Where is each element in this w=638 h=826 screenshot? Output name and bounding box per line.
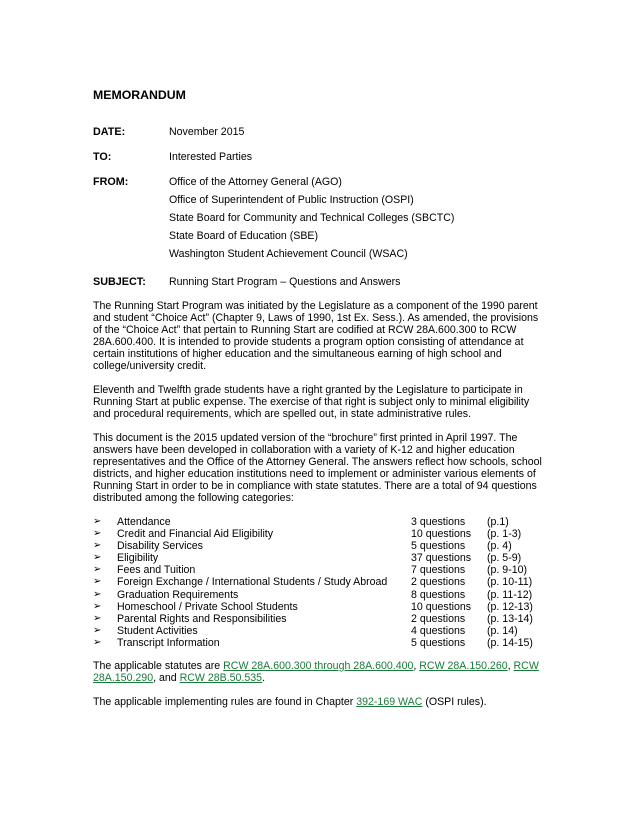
arrow-bullet-icon: ➢ — [93, 588, 102, 600]
topic-count: 3 questions — [411, 516, 466, 528]
date-label: DATE: — [93, 126, 126, 138]
rules-paragraph — [93, 696, 548, 708]
topic-count: 10 questions — [411, 600, 472, 613]
topic-count: 5 questions — [411, 540, 466, 553]
topic-count: 2 questions — [411, 612, 466, 625]
from-label: FROM: — [93, 176, 129, 188]
rules-prefix: The applicable implementing rules are found in Chapter — [93, 696, 357, 708]
topic-page: (p. 9-10) — [487, 564, 528, 577]
to-value: Interested Parties — [169, 151, 253, 163]
topic-page: (p. 10-11) — [487, 576, 533, 589]
arrow-bullet-icon: ➢ — [93, 576, 102, 588]
from-item: State Board for Community and Technical Colleges (SBCTC) — [169, 212, 455, 224]
topic-page: (p. 1-3) — [487, 528, 522, 541]
subject-label: SUBJECT: — [93, 276, 146, 288]
separator: , — [507, 660, 514, 672]
document-paragraph: This document is the 2015 updated version of the “brochure” first printed in April 1997. The answers have been developed in collaboration with a variety of K-12 and higher education representatives and the Office of the Attorney General. The answers reflect how schools, school districts, and higher education institutions need to implement or administer various elements of Running Start in order to be in compliance with state statutes. There are a total of 94 questions distributed among the following categories: — [93, 432, 542, 505]
from-item: Washington Student Achievement Council (WSAC) — [169, 248, 408, 260]
to-label: TO: — [93, 151, 112, 163]
topic-page: (p. 14-15) — [487, 636, 533, 649]
topic-count: 7 questions — [411, 564, 466, 577]
list-item — [93, 528, 548, 540]
list-item — [93, 516, 548, 528]
list-item — [93, 552, 548, 564]
topic-name: Transcript Information — [117, 636, 220, 649]
statute-link-28a-150-260[interactable]: RCW 28A.150.260 — [419, 660, 508, 672]
list-item — [93, 589, 548, 601]
topic-count: 37 questions — [411, 552, 472, 565]
separator: , — [413, 660, 420, 672]
list-item — [93, 564, 548, 576]
statute-link-28b-50-535[interactable]: RCW 28B.50.535 — [179, 672, 263, 685]
arrow-bullet-icon: ➢ — [93, 636, 102, 648]
from-item: Office of Superintendent of Public Instruction (OSPI) — [169, 194, 414, 206]
topic-count: 10 questions — [411, 528, 472, 541]
rights-paragraph: Eleventh and Twelfth grade students have a right granted by the Legislature to participate in Running Start at public expense. The exercise of that right is subject only to minimal eligibility and procedural requirements, which are spelled out, in state administrative rules. — [93, 384, 530, 421]
arrow-bullet-icon: ➢ — [93, 552, 102, 564]
topic-name: Attendance — [117, 516, 171, 528]
arrow-bullet-icon: ➢ — [93, 564, 102, 576]
wac-link[interactable]: 392-169 WAC — [356, 696, 423, 708]
memo-title: MEMORANDUM — [93, 88, 186, 102]
statutes-paragraph — [93, 660, 548, 684]
arrow-bullet-icon: ➢ — [93, 540, 102, 552]
statutes-prefix: The applicable statutes are — [93, 660, 224, 672]
topic-count: 8 questions — [411, 588, 466, 601]
statute-link-28a-150-290[interactable]: RCW 28A.150.290 — [93, 660, 539, 685]
list-item — [93, 613, 548, 625]
topic-count: 5 questions — [411, 636, 466, 649]
list-item — [93, 576, 548, 588]
topic-count: 4 questions — [411, 624, 466, 637]
date-value: November 2015 — [169, 126, 245, 138]
from-item: State Board of Education (SBE) — [169, 230, 318, 242]
arrow-bullet-icon: ➢ — [93, 528, 102, 540]
list-item — [93, 637, 548, 649]
topic-name: Fees and Tuition — [117, 564, 196, 577]
topic-page: (p. 11-12) — [487, 588, 533, 601]
topic-name: Graduation Requirements — [117, 588, 239, 601]
topic-name: Student Activities — [117, 624, 198, 637]
topic-page: (p. 13-14) — [487, 612, 533, 625]
rules-suffix: (OSPI rules). — [422, 696, 487, 708]
arrow-bullet-icon: ➢ — [93, 516, 102, 527]
statutes-suffix: . — [262, 672, 266, 685]
topic-list — [93, 516, 548, 649]
topic-count: 2 questions — [411, 576, 466, 589]
list-item — [93, 601, 548, 613]
topic-name: Foreign Exchange / International Students / Study Abroad — [117, 576, 388, 589]
topic-page: (p.1) — [487, 516, 509, 528]
topic-page: (p. 4) — [487, 540, 512, 553]
subject-value: Running Start Program – Questions and Answers — [169, 276, 401, 288]
arrow-bullet-icon: ➢ — [93, 600, 102, 612]
topic-page: (p. 12-13) — [487, 600, 533, 613]
topic-name: Disability Services — [117, 540, 203, 553]
intro-paragraph: The Running Start Program was initiated by the Legislature as a component of the 1990 parent and student “Choice Act” (Chapter 9, Laws of 1990, 1st Ex. Sess.). As amended, the provisions of the “Choice Act” that pertain to Running Start are codified at RCW 28A.600.300 to RCW 28A.600.400. It is intended to provide students a program option consisting of attendance at certain institutions of higher education and the simultaneous earning of high school and college/university credit. — [93, 300, 539, 373]
separator: , and — [153, 672, 180, 685]
topic-page: (p. 14) — [487, 624, 518, 637]
from-list — [169, 176, 549, 266]
statute-link-28a-600-300[interactable]: RCW 28A.600.300 through 28A.600.400 — [223, 660, 414, 672]
list-item — [93, 625, 548, 637]
topic-name: Homeschool / Private School Students — [117, 600, 298, 613]
topic-name: Eligibility — [117, 552, 159, 565]
arrow-bullet-icon: ➢ — [93, 624, 102, 636]
from-item: Office of the Attorney General (AGO) — [169, 176, 342, 188]
topic-name: Parental Rights and Responsibilities — [117, 612, 287, 625]
topic-name: Credit and Financial Aid Eligibility — [117, 528, 274, 541]
topic-page: (p. 5-9) — [487, 552, 522, 565]
arrow-bullet-icon: ➢ — [93, 612, 102, 624]
list-item — [93, 540, 548, 552]
